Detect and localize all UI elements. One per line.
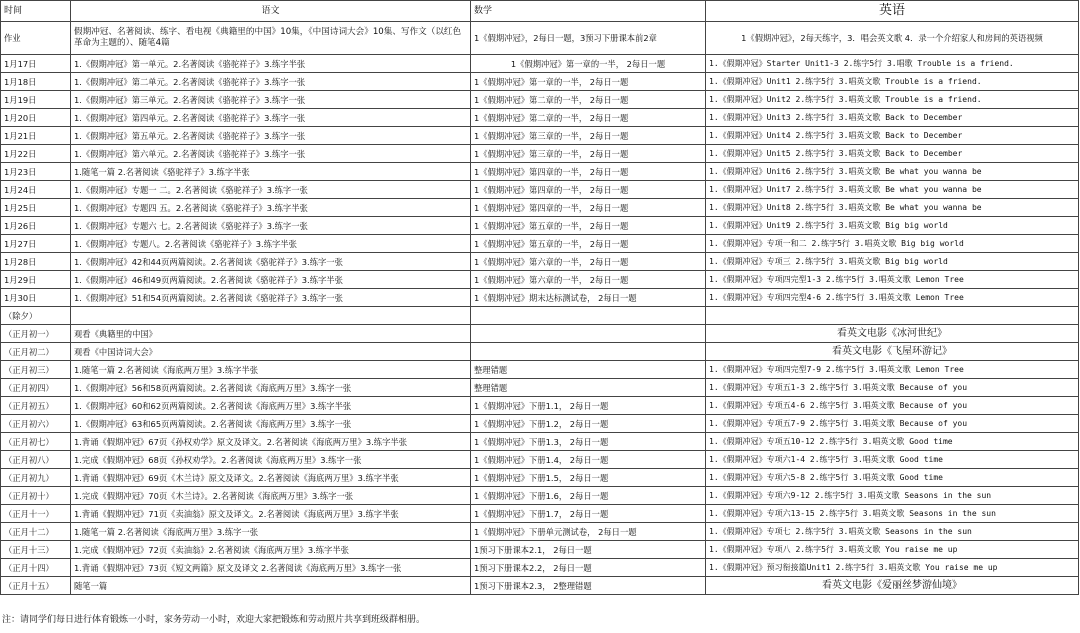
date-cell: 1月30日 [1,289,71,307]
english-cell: 1.《假期冲冠》Unit4 2.练字5行 3.唱英文歌 Back to December [706,127,1079,145]
chinese-cell: 1.《假期冲冠》第二单元。2.名著阅读《骆驼祥子》3.练字一张 [71,73,471,91]
math-cell [471,325,706,343]
chinese-cell: 观看《典籍里的中国》 [71,325,471,343]
table-row [1,217,1079,235]
english-cell: 1.《假期冲冠》专项六1-4 2.练字5行 3.唱英文歌 Good time [706,451,1079,469]
homework-row [1,22,1079,55]
english-cell: 1.《假期冲冠》专项五7-9 2.练字5行 3.唱英文歌 Because of you [706,415,1079,433]
date-cell: （正月初七） [1,433,71,451]
english-cell: 1.《假期冲冠》Unit5 2.练字5行 3.唱英文歌 Back to December [706,145,1079,163]
date-cell: （正月初六） [1,415,71,433]
english-cell: 1.《假期冲冠》Unit1 2.练字5行 3.唱英文歌 Trouble is a friend. [706,73,1079,91]
date-cell: 1月22日 [1,145,71,163]
english-cell: 1.《假期冲冠》专项四完型1-3 2.练字5行 3.唱英文歌 Lemon Tree [706,271,1079,289]
date-cell: 1月29日 [1,271,71,289]
date-cell: （正月初二） [1,343,71,361]
date-cell: （正月十四） [1,559,71,577]
header-english: 英语 [706,1,1079,22]
homework-chinese: 假期冲冠、名著阅读、练字、看电视《典籍里的中国》10集，《中国诗词大会》10集、写作文（以红色革命为主题的）、随笔4篇 [71,22,471,55]
math-cell: 1《假期冲冠》第六章的一半， 2每日一题 [471,271,706,289]
table-row [1,55,1079,73]
chinese-cell: 1.《假期冲冠》第四单元。2.名著阅读《骆驼祥子》3.练字一张 [71,109,471,127]
table-row [1,181,1079,199]
math-cell: 1《假期冲冠》下册单元测试卷， 2每日一题 [471,523,706,541]
homework-label: 作业 [1,22,71,55]
chinese-cell: 1.《假期冲冠》51和54页两篇阅读。2.名著阅读《骆驼祥子》3.练字一张 [71,289,471,307]
math-cell: 1《假期冲冠》第二章的一半， 2每日一题 [471,109,706,127]
math-cell: 1《假期冲冠》第二章的一半， 2每日一题 [471,91,706,109]
date-cell: （正月初八） [1,451,71,469]
chinese-cell: 随笔一篇 [71,577,471,595]
english-cell: 看英文电影《爱丽丝梦游仙境》 [706,577,1079,595]
english-cell: 看英文电影《飞屋环游记》 [706,343,1079,361]
date-cell: （正月十五） [1,577,71,595]
english-cell: 1.《假期冲冠》专项六5-8 2.练字5行 3.唱英文歌 Good time [706,469,1079,487]
homework-english: 1《假期冲冠》，2每天练字，3．唱会英文歌 4．录一个介绍家人和房间的英语视频 [706,22,1079,55]
table-row [1,541,1079,559]
chinese-cell: 1.《假期冲冠》第五单元。2.名著阅读《骆驼祥子》3.练字一张 [71,127,471,145]
table-row [1,343,1079,361]
header-time: 时间 [1,1,71,22]
english-cell: 看英文电影《冰河世纪》 [706,325,1079,343]
date-cell: 1月24日 [1,181,71,199]
chinese-cell: 1.完成《假期冲冠》68页《孙权劝学》。2.名著阅读《海底两万里》3.练字一张 [71,451,471,469]
math-cell: 1《假期冲冠》第六章的一半， 2每日一题 [471,253,706,271]
math-cell: 1《假期冲冠》第三章的一半， 2每日一题 [471,145,706,163]
date-cell: 1月17日 [1,55,71,73]
header-math: 数学 [471,1,706,22]
chinese-cell: 1.随笔一篇 2.名著阅读《骆驼祥子》3.练字半张 [71,163,471,181]
english-cell: 1.《假期冲冠》Unit6 2.练字5行 3.唱英文歌 Be what you wanna be [706,163,1079,181]
chinese-cell: 1.《假期冲冠》专题六 七。2.名著阅读《骆驼祥子》3.练字一张 [71,217,471,235]
math-cell: 1《假期冲冠》第一章的一半， 2每日一题 [471,55,706,73]
table-row [1,577,1079,595]
math-cell: 1《假期冲冠》第一章的一半， 2每日一题 [471,73,706,91]
chinese-cell [71,307,471,325]
table-row [1,307,1079,325]
table-row [1,469,1079,487]
table-row [1,523,1079,541]
chinese-cell: 1.《假期冲冠》60和62页两篇阅读。2.名著阅读《海底两万里》3.练字半张 [71,397,471,415]
table-row [1,361,1079,379]
math-cell: 1《假期冲冠》下册1.3， 2每日一题 [471,433,706,451]
table-row [1,379,1079,397]
english-cell: 1.《假期冲冠》Starter Unit1-3 2.练字5行 3.唱歌 Trouble is a friend. [706,55,1079,73]
english-cell: 1.《假期冲冠》专项四完型4-6 2.练字5行 3.唱英文歌 Lemon Tree [706,289,1079,307]
date-cell: 1月25日 [1,199,71,217]
english-cell: 1.《假期冲冠》专项六13-15 2.练字5行 3.唱英文歌 Seasons in the sun [706,505,1079,523]
math-cell: 1《假期冲冠》第四章的一半， 2每日一题 [471,163,706,181]
math-cell: 1预习下册课本2.1， 2每日一题 [471,541,706,559]
english-cell: 1.《假期冲冠》Unit7 2.练字5行 3.唱英文歌 Be what you wanna be [706,181,1079,199]
homework-math: 1《假期冲冠》，2每日一题，3预习下册课本前2章 [471,22,706,55]
english-cell: 1.《假期冲冠》专项五10-12 2.练字5行 3.唱英文歌 Good time [706,433,1079,451]
date-cell: 1月18日 [1,73,71,91]
date-cell: （正月初三） [1,361,71,379]
date-cell: 1月19日 [1,91,71,109]
english-cell: 1.《假期冲冠》专项四完型7-9 2.练字5行 3.唱英文歌 Lemon Tree [706,361,1079,379]
math-cell: 整理错题 [471,379,706,397]
chinese-cell: 1.背诵《假期冲冠》73页《短文两篇》原文及译文 2.名著阅读《海底两万里》3.练字一张 [71,559,471,577]
date-cell: 1月28日 [1,253,71,271]
math-cell [471,343,706,361]
english-cell: 1.《假期冲冠》专项一和二 2.练字5行 3.唱英文歌 Big big world [706,235,1079,253]
math-cell: 1《假期冲冠》下册1.7， 2每日一题 [471,505,706,523]
table-row [1,289,1079,307]
date-cell: （正月初九） [1,469,71,487]
table-row [1,253,1079,271]
english-cell: 1.《假期冲冠》专项六9-12 2.练字5行 3.唱英文歌 Seasons in the sun [706,487,1079,505]
header-row [1,1,1079,22]
english-cell: 1.《假期冲冠》专项七 2.练字5行 3.唱英文歌 Seasons in the sun [706,523,1079,541]
english-cell: 1.《假期冲冠》Unit3 2.练字5行 3.唱英文歌 Back to December [706,109,1079,127]
date-cell: 1月27日 [1,235,71,253]
date-cell: 1月23日 [1,163,71,181]
date-cell: （正月十二） [1,523,71,541]
chinese-cell: 1.背诵《假期冲冠》67页《孙权劝学》原文及译文。2.名著阅读《海底两万里》3.练字半张 [71,433,471,451]
math-cell: 1《假期冲冠》第三章的一半， 2每日一题 [471,127,706,145]
math-cell: 1《假期冲冠》期末达标测试卷， 2每日一题 [471,289,706,307]
math-cell: 1《假期冲冠》下册1.5， 2每日一题 [471,469,706,487]
math-cell: 1《假期冲冠》第五章的一半， 2每日一题 [471,235,706,253]
date-cell: （正月初四） [1,379,71,397]
chinese-cell: 1.《假期冲冠》第一单元。2.名著阅读《骆驼祥子》3.练字半张 [71,55,471,73]
english-cell [706,307,1079,325]
chinese-cell: 1.背诵《假期冲冠》69页《木兰诗》原文及译文。2.名著阅读《海底两万里》3.练字半张 [71,469,471,487]
english-cell: 1.《假期冲冠》专项三 2.练字5行 3.唱英文歌 Big big world [706,253,1079,271]
english-cell: 1.《假期冲冠》Unit9 2.练字5行 3.唱英文歌 Big big world [706,217,1079,235]
chinese-cell: 1.《假期冲冠》56和58页两篇阅读。2.名著阅读《海底两万里》3.练字一张 [71,379,471,397]
math-cell: 1预习下册课本2.3， 2整理错题 [471,577,706,595]
table-row [1,397,1079,415]
date-cell: （正月十一） [1,505,71,523]
math-cell: 1预习下册课本2.2， 2每日一题 [471,559,706,577]
table-row [1,163,1079,181]
date-cell: 1月26日 [1,217,71,235]
chinese-cell: 1.随笔一篇 2.名著阅读《海底两万里》3.练字半张 [71,361,471,379]
table-row [1,73,1079,91]
header-chinese: 语文 [71,1,471,22]
english-cell: 1.《假期冲冠》预习衔接篇Unit1 2.练字5行 3.唱英文歌 You raise me up [706,559,1079,577]
english-cell: 1.《假期冲冠》专项八 2.练字5行 3.唱英文歌 You raise me up [706,541,1079,559]
date-cell: （正月初一） [1,325,71,343]
table-row [1,559,1079,577]
footnote: 注：请同学们每日进行体育锻炼一小时，家务劳动一小时，欢迎大家把锻炼和劳动照片共享到班级群相册。 [2,615,426,625]
table-row [1,505,1079,523]
math-cell: 1《假期冲冠》第四章的一半， 2每日一题 [471,199,706,217]
date-cell: （正月初五） [1,397,71,415]
math-cell: 1《假期冲冠》第四章的一半， 2每日一题 [471,181,706,199]
english-cell: 1.《假期冲冠》专项五1-3 2.练字5行 3.唱英文歌 Because of you [706,379,1079,397]
english-cell: 1.《假期冲冠》Unit2 2.练字5行 3.唱英文歌 Trouble is a friend. [706,91,1079,109]
chinese-cell: 1.背诵《假期冲冠》71页《卖油翁》原文及译文。2.名著阅读《海底两万里》3.练字半张 [71,505,471,523]
table-row [1,325,1079,343]
date-cell: 1月21日 [1,127,71,145]
chinese-cell: 1.《假期冲冠》42和44页两篇阅读。2.名著阅读《骆驼祥子》3.练字一张 [71,253,471,271]
chinese-cell: 1.《假期冲冠》46和49页两篇阅读。2.名著阅读《骆驼祥子》3.练字半张 [71,271,471,289]
table-row [1,109,1079,127]
chinese-cell: 1.《假期冲冠》专题一 二。2.名著阅读《骆驼祥子》3.练字一张 [71,181,471,199]
english-cell: 1.《假期冲冠》Unit8 2.练字5行 3.唱英文歌 Be what you wanna be [706,199,1079,217]
english-cell: 1.《假期冲冠》专项五4-6 2.练字5行 3.唱英文歌 Because of you [706,397,1079,415]
math-cell: 1《假期冲冠》下册1.2， 2每日一题 [471,415,706,433]
math-cell: 1《假期冲冠》下册1.6， 2每日一题 [471,487,706,505]
date-cell: （正月十三） [1,541,71,559]
table-row [1,127,1079,145]
chinese-cell: 1.《假期冲冠》专题四 五。2.名著阅读《骆驼祥子》3.练字半张 [71,199,471,217]
chinese-cell: 1.完成《假期冲冠》72页《卖油翁》2.名著阅读《海底两万里》3.练字半张 [71,541,471,559]
date-cell: （正月初十） [1,487,71,505]
chinese-cell: 1.《假期冲冠》第六单元。2.名著阅读《骆驼祥子》3.练字一张 [71,145,471,163]
chinese-cell: 1.《假期冲冠》63和65页两篇阅读。2.名著阅读《海底两万里》3.练字一张 [71,415,471,433]
math-cell [471,307,706,325]
chinese-cell: 1.《假期冲冠》专题八。2.名著阅读《骆驼祥子》3.练字半张 [71,235,471,253]
math-cell: 1《假期冲冠》下册1.4， 2每日一题 [471,451,706,469]
date-cell: 1月20日 [1,109,71,127]
chinese-cell: 1.随笔一篇 2.名著阅读《海底两万里》3.练字一张 [71,523,471,541]
chinese-cell: 1.《假期冲冠》第三单元。2.名著阅读《骆驼祥子》3.练字一张 [71,91,471,109]
chinese-cell: 1.完成《假期冲冠》70页《木兰诗》。2.名著阅读《海底两万里》3.练字一张 [71,487,471,505]
table-row [1,415,1079,433]
table-row [1,235,1079,253]
math-cell: 1《假期冲冠》第五章的一半， 2每日一题 [471,217,706,235]
table-row [1,451,1079,469]
math-cell: 1《假期冲冠》下册1.1， 2每日一题 [471,397,706,415]
table-row [1,433,1079,451]
table-row [1,271,1079,289]
chinese-cell: 观看《中国诗词大会》 [71,343,471,361]
math-cell: 整理错题 [471,361,706,379]
table-row [1,487,1079,505]
date-cell: （除夕） [1,307,71,325]
table-row [1,199,1079,217]
table-row [1,145,1079,163]
table-row [1,91,1079,109]
